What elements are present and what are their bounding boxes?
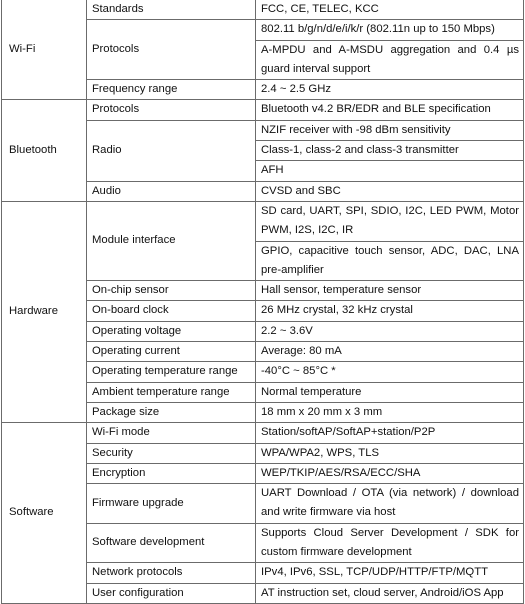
param-label: On-chip sensor — [87, 281, 256, 301]
param-label: Frequency range — [87, 80, 256, 100]
specifications-table — [1, 0, 524, 604]
param-value: SD card, UART, SPI, SDIO, I2C, LED PWM, Motor PWM, I2S, I2C, IR — [256, 201, 524, 241]
param-value: -40°C ~ 85°C * — [256, 362, 524, 382]
param-value: GPIO, capacitive touch sensor, ADC, DAC, LNA pre-amplifier — [256, 241, 524, 281]
param-value: Average: 80 mA — [256, 342, 524, 362]
param-label: Standards — [87, 0, 256, 20]
param-value: Station/softAP/SoftAP+station/P2P — [256, 423, 524, 443]
param-label: Operating current — [87, 342, 256, 362]
param-value: Bluetooth v4.2 BR/EDR and BLE specification — [256, 100, 524, 120]
param-value: Supports Cloud Server Development / SDK for custom firmware development — [256, 523, 524, 563]
param-value: Normal temperature — [256, 382, 524, 402]
table-row — [2, 100, 524, 120]
param-value: AT instruction set, cloud server, Android/iOS App — [256, 583, 524, 603]
param-label: Operating voltage — [87, 321, 256, 341]
param-value: 2.2 ~ 3.6V — [256, 321, 524, 341]
param-label: Wi-Fi mode — [87, 423, 256, 443]
param-label: Module interface — [87, 201, 256, 280]
param-label: Radio — [87, 120, 256, 181]
param-value: A-MPDU and A-MSDU aggregation and 0.4 µs guard interval support — [256, 40, 524, 80]
param-label: Protocols — [87, 20, 256, 80]
param-value: WEP/TKIP/AES/RSA/ECC/SHA — [256, 463, 524, 483]
param-value: UART Download / OTA (via network) / download and write firmware via host — [256, 484, 524, 524]
param-value: 2.4 ~ 2.5 GHz — [256, 80, 524, 100]
param-value: 802.11 b/g/n/d/e/i/k/r (802.11n up to 150 Mbps) — [256, 20, 524, 40]
param-value: WPA/WPA2, WPS, TLS — [256, 443, 524, 463]
param-label: Operating temperature range — [87, 362, 256, 382]
param-label: User configuration — [87, 583, 256, 603]
param-label: Protocols — [87, 100, 256, 120]
param-label: Package size — [87, 402, 256, 422]
param-value: Class-1, class-2 and class-3 transmitter — [256, 141, 524, 161]
param-value: FCC, CE, TELEC, KCC — [256, 0, 524, 20]
param-label: Network protocols — [87, 563, 256, 583]
param-label: Firmware upgrade — [87, 484, 256, 524]
table-row — [2, 0, 524, 20]
param-value: 18 mm x 20 mm x 3 mm — [256, 402, 524, 422]
param-label: Software development — [87, 523, 256, 563]
param-value: AFH — [256, 161, 524, 181]
param-label: Ambient temperature range — [87, 382, 256, 402]
group-bluetooth: Bluetooth — [2, 100, 87, 201]
table-row — [2, 423, 524, 443]
group-wifi: Wi-Fi — [2, 0, 87, 100]
param-label: On-board clock — [87, 301, 256, 321]
param-label: Encryption — [87, 463, 256, 483]
param-value: IPv4, IPv6, SSL, TCP/UDP/HTTP/FTP/MQTT — [256, 563, 524, 583]
param-label: Security — [87, 443, 256, 463]
param-value: 26 MHz crystal, 32 kHz crystal — [256, 301, 524, 321]
param-label: Audio — [87, 181, 256, 201]
group-software: Software — [2, 423, 87, 604]
param-value: Hall sensor, temperature sensor — [256, 281, 524, 301]
param-value: NZIF receiver with -98 dBm sensitivity — [256, 120, 524, 140]
param-value: CVSD and SBC — [256, 181, 524, 201]
group-hardware: Hardware — [2, 201, 87, 422]
